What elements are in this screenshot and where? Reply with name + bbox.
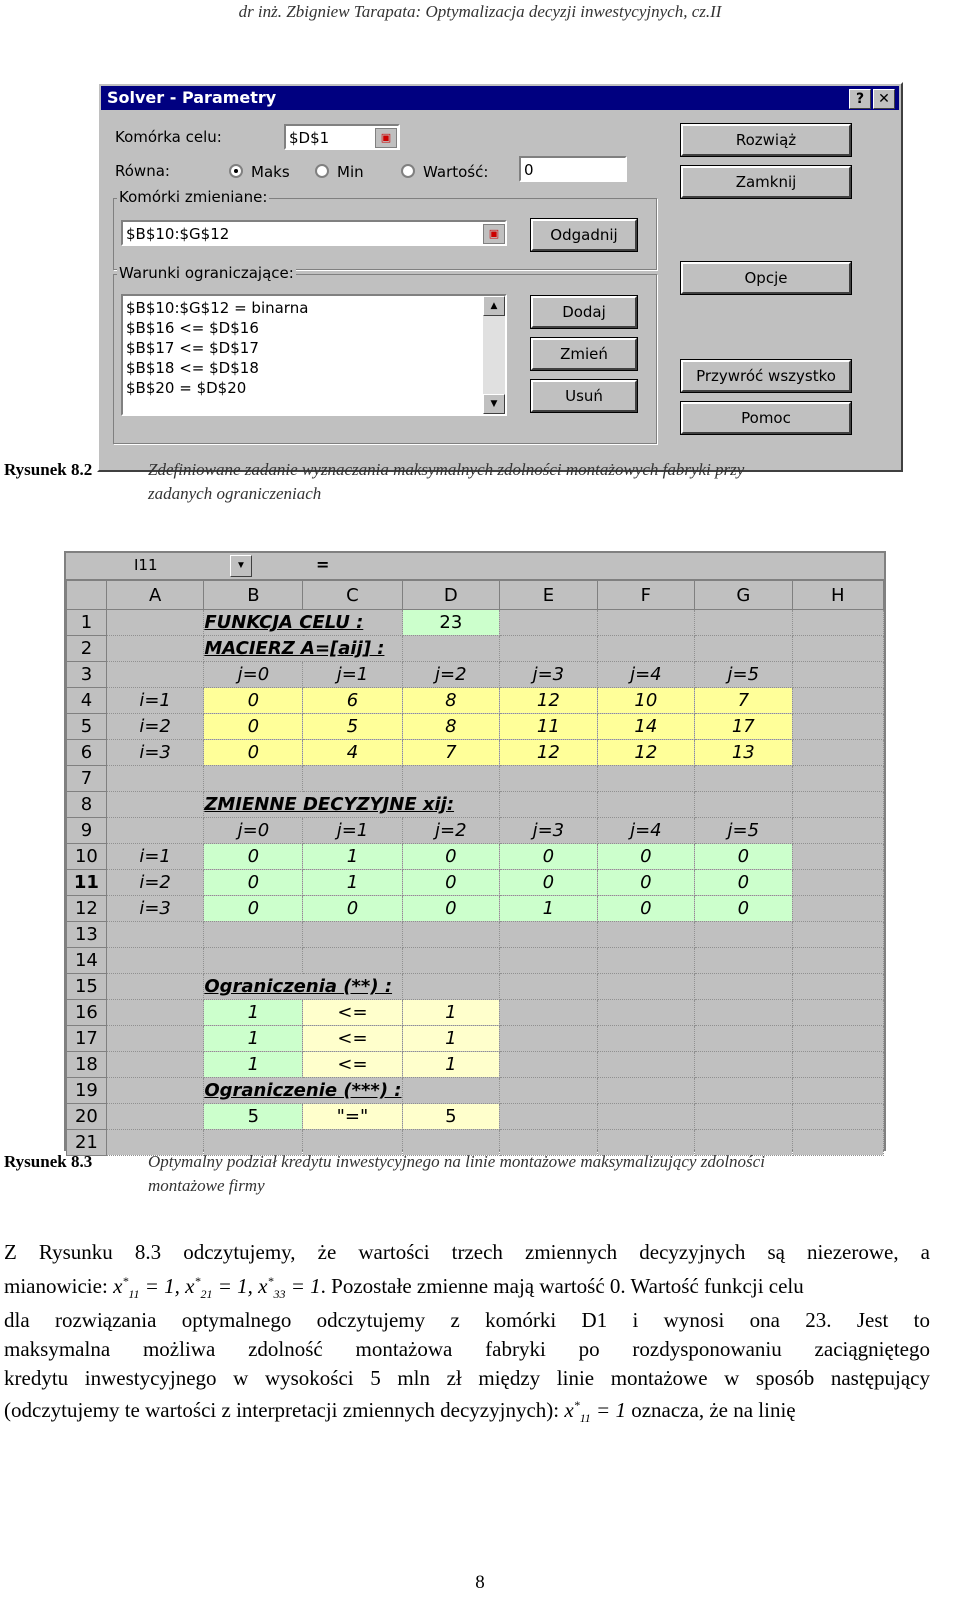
cell[interactable]: j=0 <box>204 662 303 688</box>
dialog-title: Solver - Parametry <box>107 88 277 107</box>
cell[interactable] <box>597 974 694 1000</box>
cell[interactable] <box>402 974 500 1000</box>
cell[interactable] <box>402 948 500 974</box>
cell[interactable]: i=2 <box>106 870 203 896</box>
formula-equals: = <box>316 555 330 574</box>
cell[interactable]: i=3 <box>106 896 203 922</box>
cell[interactable] <box>402 922 500 948</box>
constraints-label: Warunki ograniczające: <box>119 264 294 282</box>
cell[interactable] <box>106 792 203 818</box>
value-input[interactable] <box>519 156 627 182</box>
row-header[interactable]: 14 <box>67 948 107 974</box>
collapse-dialog-icon[interactable]: ▣ <box>375 128 397 148</box>
cell[interactable]: MACIERZ A=[aij] : <box>204 636 402 662</box>
equal-to-label: Równa: <box>115 162 170 180</box>
decision-cell[interactable]: 0 <box>500 870 597 896</box>
cell[interactable] <box>106 1104 203 1130</box>
cell[interactable] <box>106 948 203 974</box>
cell[interactable]: i=3 <box>106 740 203 766</box>
decision-cell[interactable]: 1 <box>303 844 402 870</box>
cell[interactable] <box>695 948 792 974</box>
row-header[interactable]: 19 <box>67 1078 107 1104</box>
cell[interactable]: i=2 <box>106 714 203 740</box>
cell[interactable] <box>106 610 203 636</box>
chevron-down-icon[interactable]: ▼ <box>230 555 252 577</box>
cell[interactable]: i=1 <box>106 844 203 870</box>
min-radio[interactable] <box>315 164 329 178</box>
caption-text: montażowe firmy <box>148 1176 265 1195</box>
cell[interactable]: Ograniczenia (**) : <box>204 974 402 1000</box>
col-header[interactable]: G <box>695 581 792 610</box>
cell[interactable] <box>597 922 694 948</box>
cell[interactable] <box>106 636 203 662</box>
cell[interactable] <box>500 792 597 818</box>
body-text: . Pozostałe zmienne mają wartość 0. Wartość funkcji celu <box>320 1274 804 1298</box>
body-line: dla rozwiązania optymalnego odczytujemy z komórki D1 i wynosi ona 23. Jest to <box>4 1308 930 1332</box>
cell[interactable] <box>106 1078 203 1104</box>
value-radio-label: Wartość: <box>423 163 489 181</box>
name-box[interactable]: I11 <box>106 555 274 575</box>
cell[interactable] <box>500 1104 597 1130</box>
help-button[interactable]: Pomoc <box>681 402 851 434</box>
decision-cell[interactable]: 0 <box>303 896 402 922</box>
cell[interactable] <box>695 610 792 636</box>
cell[interactable] <box>792 1104 883 1130</box>
row-header[interactable]: 17 <box>67 1026 107 1052</box>
cell[interactable] <box>792 662 883 688</box>
cell[interactable] <box>792 1026 883 1052</box>
cell[interactable]: j=5 <box>695 818 792 844</box>
cell[interactable] <box>792 974 883 1000</box>
row-header[interactable]: 4 <box>67 688 107 714</box>
body-line: kredytu inwestycyjnego w wysokości 5 mln zł między linie montażowe w sposób następujący <box>4 1366 930 1390</box>
cell[interactable] <box>402 1078 500 1104</box>
cell[interactable]: 1 <box>204 1026 303 1052</box>
math-formula: $x^*_{11} = 1$, $x^*_{21} = 1$, $x^*_{33} = 1$ <box>113 1274 321 1302</box>
cell[interactable] <box>500 610 597 636</box>
row-header[interactable]: 12 <box>67 896 107 922</box>
cell[interactable] <box>597 792 694 818</box>
cell[interactable]: 12 <box>500 740 597 766</box>
changing-cells-input[interactable] <box>121 220 507 246</box>
help-title-button[interactable]: ? <box>849 89 871 109</box>
cell[interactable]: j=3 <box>500 818 597 844</box>
cell[interactable]: j=4 <box>597 818 694 844</box>
cell[interactable] <box>792 714 883 740</box>
cell[interactable] <box>597 1000 694 1026</box>
row-header[interactable]: 5 <box>67 714 107 740</box>
cell[interactable] <box>597 1052 694 1078</box>
spreadsheet <box>64 551 886 1151</box>
cell[interactable] <box>402 636 500 662</box>
cell[interactable]: j=1 <box>303 818 402 844</box>
cell[interactable]: 12 <box>597 740 694 766</box>
figure-caption-8-2 <box>4 460 930 510</box>
cell[interactable] <box>792 1078 883 1104</box>
cell[interactable]: ZMIENNE DECYZYJNE xij: <box>204 792 500 818</box>
decision-cell[interactable]: 0 <box>597 870 694 896</box>
caption-number: Rysunek 8.3 <box>4 1152 93 1171</box>
guess-button[interactable]: Odgadnij <box>531 219 637 251</box>
decision-cell[interactable]: 1 <box>500 896 597 922</box>
decision-cell[interactable]: 1 <box>303 870 402 896</box>
row-header[interactable]: 16 <box>67 1000 107 1026</box>
caption-number: Rysunek 8.2 <box>4 460 93 479</box>
cell[interactable]: 12 <box>500 688 597 714</box>
cell[interactable] <box>106 662 203 688</box>
target-cell-label: Komórka celu: <box>115 128 222 146</box>
cell[interactable] <box>500 766 597 792</box>
caption-text: Optymalny podział kredytu inwestycyjnego na linie montażowe maksymalizujący zdolności <box>148 1152 765 1171</box>
cell[interactable] <box>792 818 883 844</box>
cell[interactable]: j=2 <box>402 662 500 688</box>
cell[interactable] <box>792 844 883 870</box>
constraints-list[interactable] <box>121 294 507 416</box>
cell[interactable]: FUNKCJA CELU : <box>204 610 402 636</box>
value-input-text: 0 <box>524 161 534 179</box>
cell[interactable] <box>303 948 402 974</box>
decision-cell[interactable]: 0 <box>204 844 303 870</box>
cell[interactable] <box>402 766 500 792</box>
cell[interactable]: j=5 <box>695 662 792 688</box>
cell[interactable]: j=4 <box>597 662 694 688</box>
target-cell-value: $D$1 <box>289 129 330 147</box>
changing-cells-value: $B$10:$G$12 <box>126 225 230 243</box>
cell[interactable] <box>500 1078 597 1104</box>
cell[interactable] <box>597 1026 694 1052</box>
cell[interactable] <box>500 636 597 662</box>
max-radio[interactable] <box>229 164 243 178</box>
decision-cell[interactable]: 0 <box>695 844 792 870</box>
cell[interactable] <box>597 766 694 792</box>
changing-cells-label: Komórki zmieniane: <box>119 188 268 206</box>
scroll-up-icon[interactable]: ▲ <box>483 296 505 316</box>
cell[interactable]: 5 <box>402 1104 500 1130</box>
row-header[interactable]: 2 <box>67 636 107 662</box>
row-header[interactable]: 8 <box>67 792 107 818</box>
decision-cell[interactable]: 0 <box>204 870 303 896</box>
value-radio[interactable] <box>401 164 415 178</box>
cell[interactable]: 1 <box>204 1000 303 1026</box>
col-header[interactable]: C <box>303 581 402 610</box>
decision-cell[interactable]: 0 <box>402 844 500 870</box>
cell[interactable] <box>792 740 883 766</box>
row-header[interactable]: 15 <box>67 974 107 1000</box>
cell[interactable]: 4 <box>303 740 402 766</box>
cell[interactable] <box>695 974 792 1000</box>
cell[interactable] <box>792 1000 883 1026</box>
cell[interactable] <box>695 766 792 792</box>
cell[interactable] <box>106 766 203 792</box>
body-text: oznacza, że na linię <box>631 1398 796 1422</box>
cell[interactable] <box>695 922 792 948</box>
cell[interactable] <box>500 1026 597 1052</box>
reset-all-button[interactable]: Przywróć wszystko <box>681 360 851 392</box>
cell[interactable]: 13 <box>695 740 792 766</box>
cell[interactable]: 7 <box>402 740 500 766</box>
cell[interactable]: j=2 <box>402 818 500 844</box>
decision-cell[interactable]: 0 <box>695 896 792 922</box>
cell[interactable] <box>695 1026 792 1052</box>
cell[interactable] <box>106 974 203 1000</box>
cell[interactable]: <= <box>303 1000 402 1026</box>
figure-caption-8-3 <box>4 1152 930 1202</box>
row-header[interactable]: 18 <box>67 1052 107 1078</box>
cell[interactable] <box>792 870 883 896</box>
cell[interactable] <box>204 922 303 948</box>
cell[interactable] <box>792 636 883 662</box>
row-header[interactable]: 7 <box>67 766 107 792</box>
math-formula: $x^*_{11} = 1$ <box>564 1398 632 1426</box>
cell[interactable]: 5 <box>303 714 402 740</box>
body-text: mianowicie: <box>4 1274 108 1298</box>
cell[interactable]: 11 <box>500 714 597 740</box>
constraint-item[interactable]: $B$18 <= $D$18 <box>126 359 259 377</box>
constraint-item[interactable]: $B$20 = $D$20 <box>126 379 247 397</box>
cell[interactable]: <= <box>303 1052 402 1078</box>
row-header[interactable]: 20 <box>67 1104 107 1130</box>
body-text: (odczytujemy te wartości z interpretacji zmiennych decyzyjnych): <box>4 1398 560 1422</box>
decision-cell[interactable]: 0 <box>597 844 694 870</box>
constraint-item[interactable]: $B$10:$G$12 = binarna <box>126 299 309 317</box>
cell-grid <box>66 580 884 1156</box>
cell[interactable]: 1 <box>204 1052 303 1078</box>
cell[interactable] <box>792 610 883 636</box>
cell[interactable] <box>106 818 203 844</box>
row-header[interactable]: 9 <box>67 818 107 844</box>
cell[interactable]: 0 <box>204 714 303 740</box>
cell[interactable]: 6 <box>303 688 402 714</box>
cell[interactable] <box>106 1052 203 1078</box>
cell[interactable] <box>106 922 203 948</box>
cell[interactable] <box>792 896 883 922</box>
solver-dialog <box>97 82 903 472</box>
cell[interactable]: Ograniczenie (***) : <box>204 1078 402 1104</box>
col-header[interactable]: D <box>402 581 500 610</box>
close-title-button[interactable]: ✕ <box>873 89 895 109</box>
cell[interactable] <box>597 1104 694 1130</box>
cell[interactable] <box>204 948 303 974</box>
cell[interactable] <box>106 1026 203 1052</box>
cell[interactable] <box>695 1104 792 1130</box>
cell[interactable] <box>597 1078 694 1104</box>
caption-text: zadanych ograniczeniach <box>148 484 322 503</box>
col-header[interactable]: H <box>792 581 883 610</box>
cell[interactable] <box>597 948 694 974</box>
row-header[interactable]: 21 <box>67 1130 107 1156</box>
cell[interactable] <box>695 1052 792 1078</box>
cell[interactable]: i=1 <box>106 688 203 714</box>
scroll-down-icon[interactable]: ▼ <box>483 394 505 414</box>
decision-cell[interactable]: 0 <box>402 870 500 896</box>
cell[interactable] <box>500 1052 597 1078</box>
page-number: 8 <box>475 1572 485 1593</box>
close-button[interactable]: Zamknij <box>681 166 851 198</box>
body-line: maksymalna możliwa zdolność montażowa fabryki po rozdysponowaniu zaciągniętego <box>4 1337 930 1361</box>
cell[interactable]: j=1 <box>303 662 402 688</box>
cell[interactable] <box>695 792 792 818</box>
col-header[interactable]: A <box>106 581 203 610</box>
decision-cell[interactable]: 0 <box>500 844 597 870</box>
cell[interactable] <box>597 610 694 636</box>
col-header[interactable]: F <box>597 581 694 610</box>
cell[interactable] <box>695 636 792 662</box>
decision-cell[interactable]: 0 <box>695 870 792 896</box>
decision-cell[interactable]: 0 <box>204 896 303 922</box>
cell[interactable] <box>695 1078 792 1104</box>
col-header[interactable]: E <box>500 581 597 610</box>
row-header[interactable]: 1 <box>67 610 107 636</box>
max-radio-label: Maks <box>251 163 290 181</box>
cell[interactable]: 1 <box>402 1026 500 1052</box>
constraint-item[interactable]: $B$17 <= $D$17 <box>126 339 259 357</box>
cell[interactable]: 8 <box>402 714 500 740</box>
decision-cell[interactable]: 0 <box>597 896 694 922</box>
min-radio-label: Min <box>337 163 364 181</box>
row-header[interactable]: 10 <box>67 844 107 870</box>
cell[interactable] <box>303 766 402 792</box>
row-header[interactable]: 6 <box>67 740 107 766</box>
cell[interactable] <box>792 1052 883 1078</box>
cell[interactable]: 1 <box>402 1000 500 1026</box>
cell[interactable] <box>500 974 597 1000</box>
cell[interactable]: j=3 <box>500 662 597 688</box>
constraint-item[interactable]: $B$16 <= $D$16 <box>126 319 259 337</box>
cell[interactable]: 1 <box>402 1052 500 1078</box>
decision-cell[interactable]: 0 <box>402 896 500 922</box>
cell[interactable]: 8 <box>402 688 500 714</box>
cell[interactable] <box>695 1000 792 1026</box>
page-header: dr inż. Zbigniew Tarapata: Optymalizacja decyzji inwestycyjnych, cz.II <box>238 2 722 21</box>
row-header[interactable]: 11 <box>67 870 107 896</box>
cell[interactable] <box>106 1000 203 1026</box>
cell[interactable]: <= <box>303 1026 402 1052</box>
caption-text: Zdefiniowane zadanie wyznaczania maksymalnych zdolności montażowych fabryki przy <box>148 460 745 479</box>
cell[interactable] <box>792 688 883 714</box>
dialog-title-bar <box>101 86 899 110</box>
body-line <box>4 1274 930 1302</box>
cell[interactable]: j=0 <box>204 818 303 844</box>
row-header[interactable]: 3 <box>67 662 107 688</box>
cell[interactable]: "=" <box>303 1104 402 1130</box>
options-button[interactable]: Opcje <box>681 262 851 294</box>
add-button[interactable]: Dodaj <box>531 296 637 328</box>
col-header[interactable]: B <box>204 581 303 610</box>
cell[interactable] <box>204 766 303 792</box>
cell[interactable] <box>792 948 883 974</box>
collapse-dialog-icon[interactable]: ▣ <box>483 224 505 244</box>
cell[interactable] <box>792 792 883 818</box>
body-line <box>4 1398 930 1426</box>
row-header[interactable]: 13 <box>67 922 107 948</box>
cell[interactable]: 10 <box>597 688 694 714</box>
formula-bar <box>66 553 884 580</box>
cell[interactable] <box>792 766 883 792</box>
change-button[interactable]: Zmień <box>531 338 637 370</box>
cell[interactable] <box>792 922 883 948</box>
cell[interactable]: 5 <box>204 1104 303 1130</box>
objective-cell[interactable]: 23 <box>402 610 500 636</box>
cell[interactable] <box>303 922 402 948</box>
cell[interactable] <box>500 1000 597 1026</box>
cell[interactable]: 7 <box>695 688 792 714</box>
cell[interactable]: 0 <box>204 688 303 714</box>
cell[interactable]: 14 <box>597 714 694 740</box>
body-line: Z Rysunku 8.3 odczytujemy, że wartości trzech zmiennych decyzyjnych są niezerowe, a <box>4 1240 930 1264</box>
delete-button[interactable]: Usuń <box>531 380 637 412</box>
cell[interactable] <box>500 948 597 974</box>
cell[interactable] <box>500 922 597 948</box>
cell[interactable]: 0 <box>204 740 303 766</box>
cell[interactable] <box>597 636 694 662</box>
cell[interactable]: 17 <box>695 714 792 740</box>
corner-cell[interactable] <box>67 581 107 610</box>
solve-button[interactable]: Rozwiąż <box>681 124 851 156</box>
